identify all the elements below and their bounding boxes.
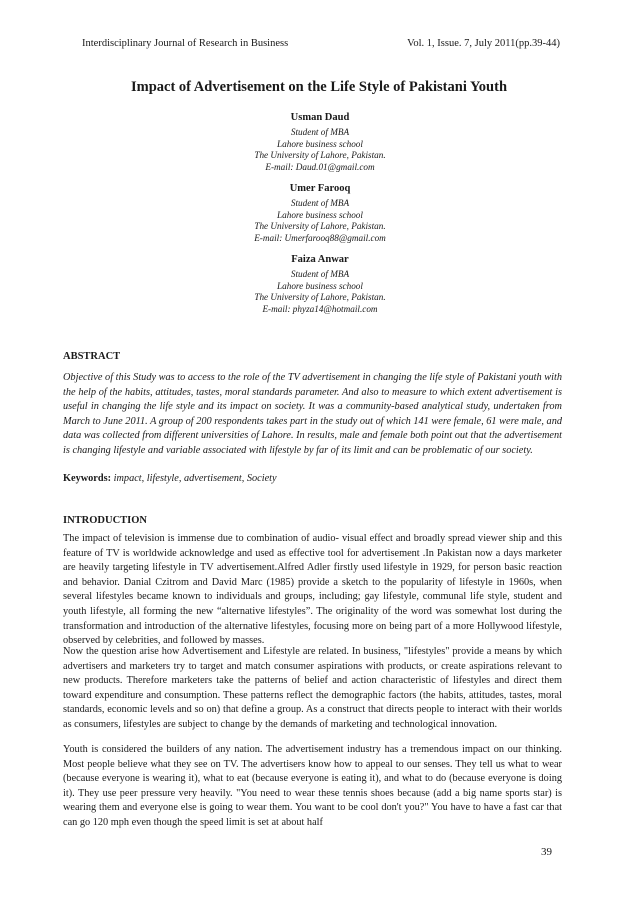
paper-title: Impact of Advertisement on the Life Style of Pakistani Youth: [130, 79, 508, 95]
author-affiliation-line: Lahore business school: [277, 209, 363, 220]
author-name: Umer Farooq: [289, 183, 351, 194]
author-affiliation-line: The University of Lahore, Pakistan.: [254, 221, 386, 231]
author-3: [180, 253, 460, 315]
author-1: [180, 111, 460, 173]
author-email: E-mail: phyza14@hotmail.com: [262, 303, 378, 314]
author-affiliation-line: Lahore business school: [277, 280, 363, 291]
keywords-label: Keywords:: [63, 473, 112, 484]
author-affiliation-line: Student of MBA: [290, 269, 350, 279]
author-name: Usman Daud: [290, 112, 350, 123]
author-2: [180, 182, 460, 244]
author-email: E-mail: Umerfarooq88@gmail.com: [254, 232, 386, 243]
author-name: Faiza Anwar: [291, 254, 349, 265]
introduction-heading: INTRODUCTION: [63, 515, 148, 526]
intro-paragraph-1: [63, 532, 562, 649]
abstract-text: Objective of this Study was to access to the role of the TV advertisement in changing the life style of Pakistani youth with the help of the habits, attitudes, tastes, moral standards parameter. And also to measure to which extent advertisement is useful in changing the life style and its impact on society. It was a community-based analytical study, undertaken from March to June 2011. A group of 200 respondents takes part in the study out of which 141 were female, 61 were male, and data was collected from different universities of Lahore. In results, male and female both point out that the advertisement is changing lifestyle and variable associated with lifestyle by far of its limit and can be problematic of our society.: [63, 372, 562, 456]
author-email: E-mail: Daud.01@gmail.com: [265, 161, 375, 172]
journal-name: Interdisciplinary Journal of Research in Business: [82, 38, 289, 49]
intro-paragraph-2: [63, 645, 562, 733]
issue-info: Vol. 1, Issue. 7, July 2011(pp.39-44): [407, 38, 560, 49]
author-affiliation-line: The University of Lahore, Pakistan.: [254, 292, 386, 302]
author-affiliation-line: Student of MBA: [290, 198, 350, 208]
author-affiliation-line: The University of Lahore, Pakistan.: [254, 150, 386, 160]
page-number: 39: [541, 846, 552, 858]
keywords-line: [63, 472, 562, 487]
keywords-text: impact, lifestyle, advertisement, Society: [113, 473, 277, 484]
paragraph: Now the question arise how Advertisement and Lifestyle are related. In business, "lifestyles" provide a means by which advertisers and marketers try to target and match consumer aspirations with products, or create aspirations relevant to new products. Therefore marketers take the patterns of belief and action characteristic of lifestyles and direct them toward expenditure and consumption. These patterns reflect the demographic factors (the habits, attitudes, tastes, moral standards, economic levels and so on) that define a group. As a construct that directs people to interact with their worlds as consumers, lifestyles are subject to change by the demands of marketing and technological innovation.: [63, 646, 562, 730]
intro-paragraph-3: [63, 743, 562, 831]
paragraph: Youth is considered the builders of any nation. The advertisement industry has a tremendous impact on our thinking. Most people believe what they see on TV. The advertisers know how to appeal to our senses. They tell us what to wear (because everyone is wearing it), what to eat (because everyone is eating it), and what to do (because everyone is doing it). They use peer pressure very heavily. "You need to wear these tennis shoes because (add a big name sports star) is wearing them and everyone else is going to wear them. You want to be cool don't you?" You have to have a fast car that can go 120 mph even though the speed limit is set at about half: [63, 744, 562, 828]
paragraph: The impact of television is immense due to combination of audio- visual effect and broadly spread viewer ship and this feature of TV is worldwide acknowledge and used as effective tool for advertisement .In Pakistan now a days marketer are heavily targeting lifestyle in TV advertisement.Alfred Adler firstly used lifestyle in 1929, for person basic reaction and behavior. Danial Czitrom and David Marc (1985) provide a sketch to the popularity of lifestyle in 1960s, when several lifestyles became known to individuals and groups, including; gay lifestyle, communal life style, student and youth lifestyle, all forming the new “alternative lifestyles”. The originality of the word was somewhat lost during the transformation and introduction of the alternative lifestyles, focusing more on being part of a more Hollywood lifestyle, observed by celebrities, and followed by masses.: [63, 533, 562, 647]
running-header: [82, 38, 560, 49]
abstract-heading: ABSTRACT: [63, 351, 121, 362]
author-affiliation-line: Student of MBA: [290, 127, 350, 137]
abstract-section: [63, 371, 562, 459]
author-affiliation-line: Lahore business school: [277, 138, 363, 149]
author-block: [180, 111, 460, 324]
